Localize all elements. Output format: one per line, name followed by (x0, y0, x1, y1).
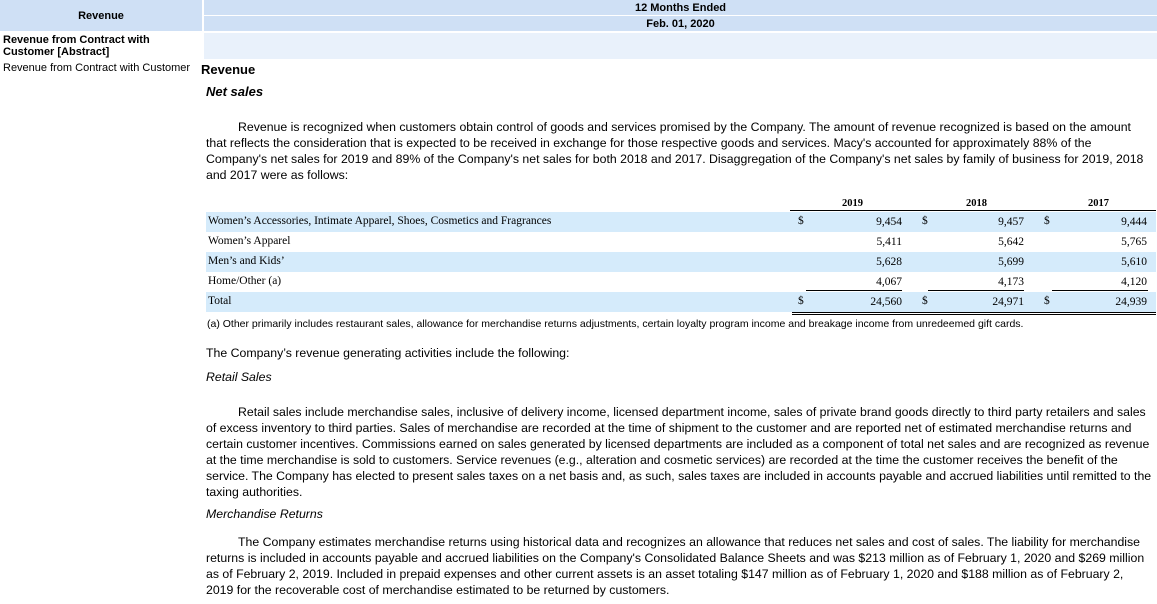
row-label: Total (208, 295, 232, 307)
value-2018: 5,642 (998, 236, 1024, 248)
year-header-2017: 2017 (1088, 198, 1109, 209)
row-label: Women’s Accessories, Intimate Apparel, Shoes, Cosmetics and Fragrances (208, 215, 552, 227)
year-underline (790, 210, 916, 211)
table-row-total (206, 292, 1156, 312)
row-label: Men’s and Kids’ (208, 255, 285, 267)
abstract-row-label: Revenue from Contract with Customer [Abstract] (3, 34, 150, 58)
returns-paragraph: The Company estimates merchandise returns using historical data and recognizes an allowance that reduces net sales and cost of sales. The liability for merchandise returns is included in accounts payable and accrued liabilities on the Company's Consolidated Balance Sheets and was $213 million as of February 1, 2020 and $269 million as of February 2, 2019. Included in prepaid expenses and other current assets is an asset totaling $147 million as of February 1, 2020 and $188 million as of February 2, 2019 for the recoverable cost of merchandise estimated to be returned by customers. (206, 535, 1145, 597)
value-2017: 4,120 (1121, 276, 1147, 288)
intro-paragraph: Revenue is recognized when customers obtain control of goods and services promised by the Company. The amount of revenue recognized is based on the amount that reflects the consideration that is expected to be received in exchange for those respective goods and services. Macy's accounted for approximately 88% of the Company's net sales for 2019 and 89% of the Company's net sales for both 2018 and 2017. Disaggregation of the Company's net sales by family of business for 2019, 2018 and 2017 were as follows: (206, 120, 1144, 182)
subtotal-underline (928, 290, 1024, 291)
header-period: 12 Months Ended (204, 0, 1157, 15)
value-2018: 9,457 (998, 216, 1024, 228)
table-row (206, 252, 1156, 272)
dollar-sign: $ (798, 215, 804, 227)
value-2017: 9,444 (1121, 216, 1147, 228)
section-subtitle: Net sales (206, 84, 264, 99)
row-label: Women’s Apparel (208, 235, 291, 247)
subtotal-underline (1052, 290, 1148, 291)
value-2018: 4,173 (998, 276, 1024, 288)
value-2019: 24,560 (870, 296, 902, 308)
value-2019: 5,628 (876, 256, 902, 268)
year-underline (1042, 210, 1156, 211)
section-title: Revenue (201, 62, 256, 77)
dollar-sign: $ (1044, 215, 1050, 227)
table-row (206, 232, 1156, 252)
disclosure-content (201, 61, 1153, 183)
retail-paragraph: Retail sales include merchandise sales, inclusive of delivery income, licensed department income, sales of private brand goods directly to third party retailers and sales of excess inventory to third parties. Sales of merchandise are recorded at the time of shipment to the customer and are reported net of estimated merchandise returns and certain customer incentives. Commissions earned on sales generated by licensed departments are included as a component of total net sales and are recognized as revenue at the time merchandise is sold to customers. Service revenues (e.g., alteration and cosmetic services) are recorded at the time the customer receives the benefit of the service. The Company has elected to present sales taxes on a net basis and, as such, sales taxes are included in accounts payable and accrued liabilities until remitted to the taxing authorities. (206, 405, 1152, 499)
value-2017: 24,939 (1115, 296, 1147, 308)
returns-heading: Merchandise Returns (206, 507, 323, 521)
subtotal-underline (806, 290, 902, 291)
year-header-2018: 2018 (966, 198, 987, 209)
year-underline (916, 210, 1042, 211)
table-footnote: (a) Other primarily includes restaurant sales, allowance for merchandise returns adjustments, certain loyalty program income and breakage income from unredeemed gift cards. (207, 318, 1024, 330)
retail-heading: Retail Sales (206, 370, 272, 384)
value-2018: 24,971 (992, 296, 1024, 308)
dollar-sign: $ (922, 295, 928, 307)
value-2017: 5,765 (1121, 236, 1147, 248)
total-double-underline (792, 312, 1156, 315)
year-header-2019: 2019 (842, 198, 863, 209)
value-2019: 9,454 (876, 216, 902, 228)
table-row (206, 212, 1156, 232)
header-title: Revenue (0, 0, 202, 32)
row-label: Home/Other (a) (208, 275, 282, 287)
table-row (206, 272, 1156, 292)
value-2019: 4,067 (876, 276, 902, 288)
value-2017: 5,610 (1121, 256, 1147, 268)
dollar-sign: $ (1044, 295, 1050, 307)
value-2018: 5,699 (998, 256, 1024, 268)
header-date: Feb. 01, 2020 (204, 16, 1157, 31)
value-2019: 5,411 (876, 236, 902, 248)
abstract-row-fill (204, 33, 1157, 59)
dollar-sign: $ (798, 295, 804, 307)
main-row-label: Revenue from Contract with Customer (3, 62, 191, 74)
activities-intro: The Company’s revenue generating activities include the following: (206, 346, 570, 360)
dollar-sign: $ (922, 215, 928, 227)
